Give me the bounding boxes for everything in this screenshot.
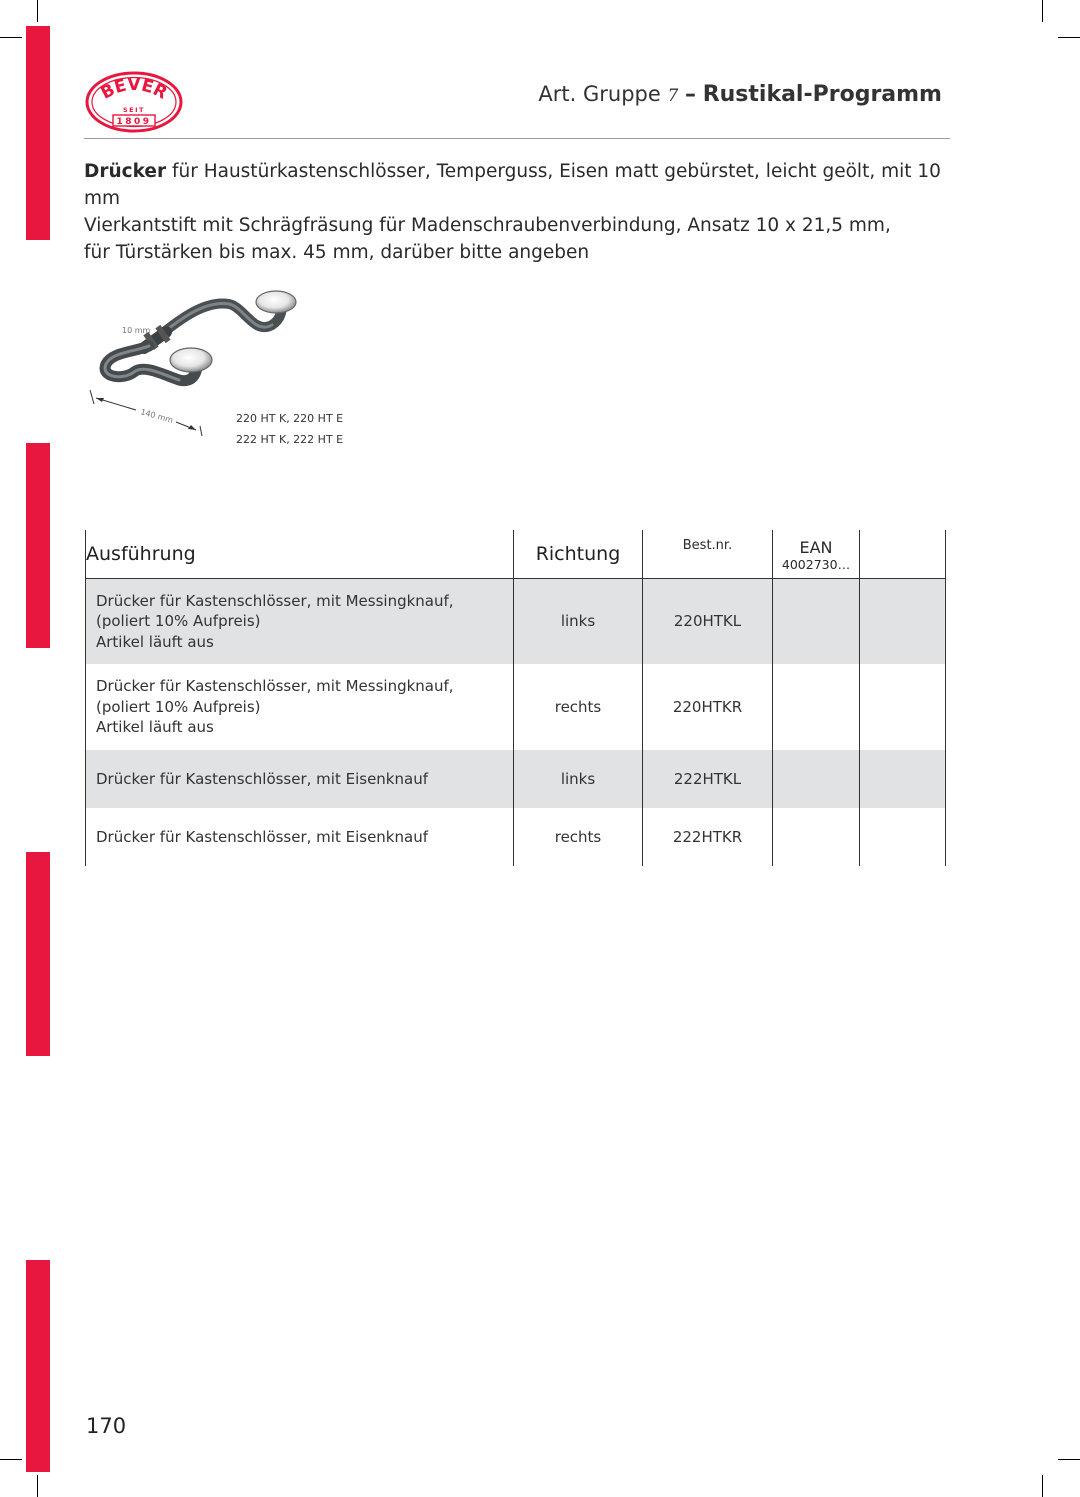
row-ean <box>773 578 860 664</box>
row-bestnr: 222HTKR <box>643 808 773 866</box>
crop-mark <box>1042 0 1043 22</box>
row-description <box>86 578 514 664</box>
product-description <box>84 158 964 266</box>
group-number: 7 <box>667 86 679 106</box>
caption-line-1: 220 HT K, 220 HT E <box>236 412 344 425</box>
page-number: 170 <box>86 1414 127 1438</box>
row-extra <box>860 750 946 808</box>
row-extra <box>860 664 946 750</box>
table-row <box>86 808 946 866</box>
crop-mark <box>0 37 22 38</box>
section-tab <box>26 26 50 240</box>
row-extra <box>860 808 946 866</box>
dim-label-140mm: 140 mm <box>139 407 175 426</box>
col-header-richtung: Richtung <box>514 530 643 578</box>
group-prefix: Art. Gruppe <box>538 82 661 106</box>
ean-prefix: 4002730… <box>781 557 851 572</box>
row-ean <box>773 750 860 808</box>
intro-line-2: Vierkantstift mit Schrägfräsung für Madenschraubenverbindung, Ansatz 10 x 21,5 mm, <box>84 215 891 236</box>
row-bestnr: 220HTKL <box>643 578 773 664</box>
dim-label-10mm: 10 mm <box>122 326 151 335</box>
ean-label: EAN <box>799 538 833 557</box>
table-row <box>86 578 946 664</box>
crop-mark <box>1058 37 1080 38</box>
section-tab <box>26 1260 50 1472</box>
crop-mark <box>0 1459 22 1460</box>
table-header-row <box>86 530 946 578</box>
col-header-bestnr: Best.nr. <box>643 530 773 578</box>
logo-text: BEVER <box>97 74 171 104</box>
row-description: Drücker für Kastenschlösser, mit Eisenknauf <box>86 808 514 866</box>
title-dash: – <box>685 82 697 107</box>
row-ean <box>773 664 860 750</box>
logo-since: SEIT <box>123 106 145 114</box>
crop-mark <box>1058 1459 1080 1460</box>
col-header-ausfuehrung: Ausführung <box>86 530 514 578</box>
intro-line-1-text: für Haustürkastenschlösser, Temperguss, Eisen matt gebürstet, leicht geölt, mit 10 mm <box>84 161 941 209</box>
desc-line: Drücker für Kastenschlösser, mit Messingknauf, <box>96 677 454 696</box>
image-caption <box>236 408 343 450</box>
row-bestnr: 222HTKL <box>643 750 773 808</box>
desc-line: Artikel läuft aus <box>96 718 214 737</box>
intro-lead: Drücker <box>84 161 167 182</box>
row-richtung: links <box>514 750 643 808</box>
row-description: Drücker für Kastenschlösser, mit Eisenknauf <box>86 750 514 808</box>
row-bestnr: 220HTKR <box>643 664 773 750</box>
row-ean <box>773 808 860 866</box>
header-rule <box>84 138 950 139</box>
page-header-title <box>538 82 942 107</box>
desc-line: Drücker für Kastenschlösser, mit Messingknauf, <box>96 591 454 610</box>
row-extra <box>860 578 946 664</box>
col-header-ean <box>773 530 860 578</box>
crop-mark <box>37 0 38 22</box>
row-richtung: links <box>514 578 643 664</box>
logo-year: 1809 <box>116 117 152 127</box>
row-description <box>86 664 514 750</box>
row-richtung: rechts <box>514 664 643 750</box>
bever-logo <box>84 70 184 134</box>
crop-mark <box>37 1475 38 1497</box>
desc-line: Artikel läuft aus <box>96 632 214 651</box>
table-row <box>86 664 946 750</box>
article-table <box>85 530 946 866</box>
intro-line-3: für Türstärken bis max. 45 mm, darüber bitte angeben <box>84 242 590 263</box>
section-tab <box>26 443 50 648</box>
desc-line: (poliert 10% Aufpreis) <box>96 697 261 716</box>
table-row <box>86 750 946 808</box>
desc-line: (poliert 10% Aufpreis) <box>96 612 261 630</box>
col-header-extra <box>860 530 946 578</box>
caption-line-2: 222 HT K, 222 HT E <box>236 433 344 446</box>
crop-mark <box>1042 1475 1043 1497</box>
section-tab <box>26 852 50 1056</box>
program-name: Rustikal-Programm <box>702 82 942 107</box>
row-richtung: rechts <box>514 808 643 866</box>
intro-line-1 <box>84 158 964 212</box>
